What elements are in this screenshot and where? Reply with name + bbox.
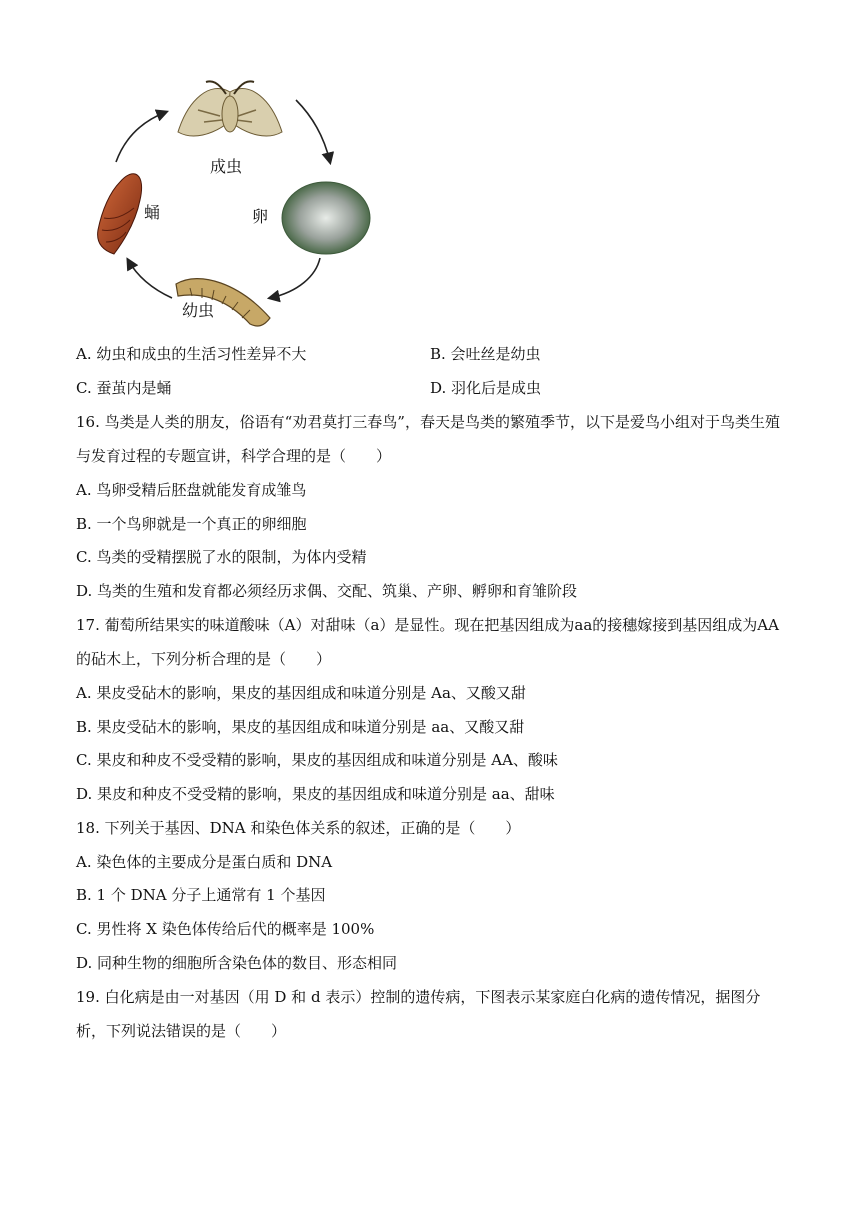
q17-option-d: D. 果皮和种皮不受受精的影响，果皮的基因组成和味道分别是 aa、甜味 (76, 785, 555, 803)
label-egg: 卵 (252, 207, 269, 226)
q16-option-a: A. 鸟卵受精后胚盘就能发育成雏鸟 (76, 481, 307, 499)
label-adult: 成虫 (210, 157, 243, 176)
q15-option-c: C. 蚕茧内是蛹 (76, 379, 172, 397)
life-cycle-drawing (80, 70, 400, 330)
arrow-egg-to-larva (270, 258, 320, 298)
q18-option-c: C. 男性将 X 染色体传给后代的概率是 100% (76, 920, 375, 938)
egg-image (282, 182, 370, 254)
q18-stem: 18. 下列关于基因、DNA 和染色体关系的叙述，正确的是（ ） (76, 819, 521, 837)
q15-option-b: B. 会吐丝是幼虫 (430, 345, 541, 363)
arrow-pupa-to-adult (116, 112, 166, 162)
q15-option-d: D. 羽化后是成虫 (430, 379, 542, 397)
label-pupa: 蛹 (144, 203, 161, 222)
q17-option-c: C. 果皮和种皮不受受精的影响，果皮的基因组成和味道分别是 AA、酸味 (76, 751, 558, 769)
q16-option-d: D. 鸟类的生殖和发育都必须经历求偶、交配、筑巢、产卵、孵卵和育雏阶段 (76, 582, 578, 600)
silkworm-life-cycle-figure (80, 70, 400, 330)
q16-option-b: B. 一个鸟卵就是一个真正的卵细胞 (76, 515, 307, 533)
q17-option-b: B. 果皮受砧木的影响，果皮的基因组成和味道分别是 aa、又酸又甜 (76, 718, 525, 736)
q18-option-d: D. 同种生物的细胞所含染色体的数目、形态相同 (76, 954, 398, 972)
q15-option-a: A. 幼虫和成虫的生活习性差异不大 (76, 345, 307, 363)
adult-moth-image (178, 81, 282, 136)
arrow-larva-to-pupa (128, 260, 172, 298)
q16-stem: 16. 鸟类是人类的朋友，俗语有“劝君莫打三春鸟”，春天是鸟类的繁殖季节，以下是爱鸟小组对于鸟类生殖与发育过程的专题宣讲，科学合理的是（ ） (76, 413, 780, 465)
q18-option-a: A. 染色体的主要成分是蛋白质和 DNA (76, 853, 333, 871)
label-larva: 幼虫 (182, 301, 215, 320)
q16-option-c: C. 鸟类的受精摆脱了水的限制，为体内受精 (76, 548, 367, 566)
q19-stem: 19. 白化病是由一对基因（用 D 和 d 表示）控制的遗传病，下图表示某家庭白化病的遗传情况，据图分析，下列说法错误的是（ ） (76, 988, 761, 1040)
pupa-image (98, 174, 142, 254)
q17-option-a: A. 果皮受砧木的影响，果皮的基因组成和味道分别是 Aa、又酸又甜 (76, 684, 526, 702)
q18-option-b: B. 1 个 DNA 分子上通常有 1 个基因 (76, 886, 326, 904)
arrow-adult-to-egg (296, 100, 330, 162)
q17-stem: 17. 葡萄所结果实的味道酸味（A）对甜味（a）是显性。现在把基因组成为aa的接穗嫁接到基因组成为AA的砧木上，下列分析合理的是（ ） (76, 616, 779, 668)
